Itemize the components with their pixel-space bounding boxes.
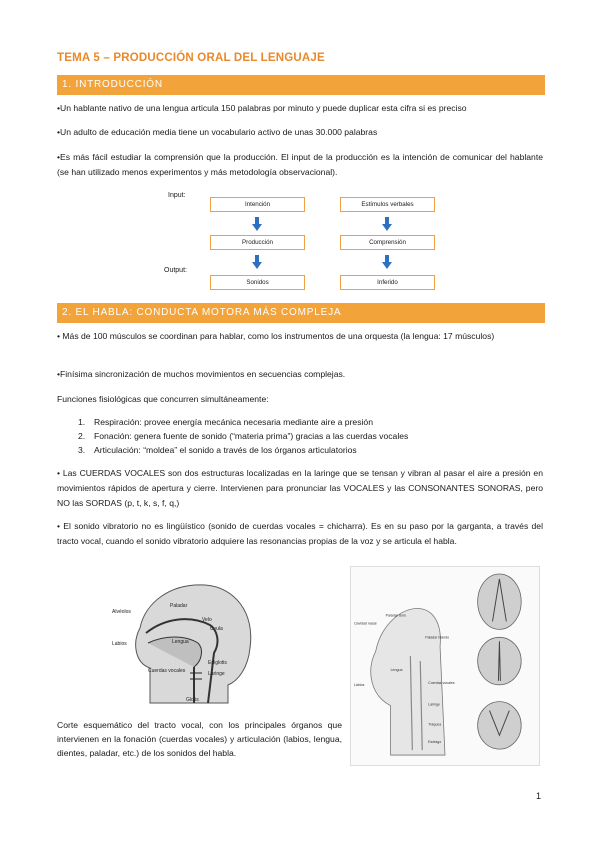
label-cuerdas-vocales: Cuerdas vocales — [148, 668, 186, 674]
list-number: 2. — [78, 431, 86, 441]
label-traquea: Tráquea — [428, 722, 442, 727]
section-heading-habla: 2. EL HABLA: CONDUCTA MOTORA MÁS COMPLEJA — [57, 303, 545, 323]
label-laringe: Laringe — [208, 671, 225, 677]
paragraph: • Las CUERDAS VOCALES son dos estructuras localizadas en la laringe que se tensan y vibran al pasar el aire a presión en movimientos rápidos de apertura y cierre. Intervienen para pronunciar las VOCALES y las CONSONANTES SONORAS, pero NO las SORDAS (p, t, k, s, f, q,) — [57, 468, 543, 508]
box-comprension: Comprensión — [340, 235, 435, 250]
label-cuerdas-vocales: Cuerdas vocales — [428, 680, 455, 685]
list-number: 1. — [78, 417, 86, 427]
label-paladar: Paladar — [170, 603, 188, 609]
list-text: Respiración: provee energía mecánica necesaria mediante aire a presión — [94, 417, 373, 427]
paragraph: •Es más fácil estudiar la comprensión que la producción. El input de la producción es la intención de comunicar del hablante (se han utilizado menos experimentos y más metodología observacional). — [57, 152, 543, 177]
label-paladar-duro: Paladar duro — [385, 613, 406, 618]
box-inferido: Inferido — [340, 275, 435, 290]
label-alveolos: Alvéolos — [112, 609, 131, 615]
list-text: Articulación: “moldea” el sonido a través de los órganos articulatorios — [94, 445, 357, 455]
page-number: 1 — [536, 791, 542, 801]
label-velo: Velo — [202, 617, 212, 623]
box-intencion: Intención — [210, 197, 305, 212]
production-comprehension-diagram — [160, 189, 440, 289]
paragraph: • Más de 100 músculos se coordinan para hablar, como los instrumentos de una orquesta (la lengua: 17 músculos) — [57, 331, 495, 341]
list-number: 3. — [78, 445, 86, 455]
box-sonidos: Sonidos — [210, 275, 305, 290]
vocal-cords-illustration — [350, 566, 540, 766]
down-arrow-icon — [252, 217, 262, 231]
list-item — [78, 430, 408, 443]
label-lengua: Lengua — [390, 667, 403, 672]
label-epiglotis: Epiglotis — [208, 660, 227, 666]
box-produccion: Producción — [210, 235, 305, 250]
down-arrow-icon — [252, 255, 262, 269]
paragraph: •Un hablante nativo de una lengua articula 150 palabras por minuto y puede duplicar esta cifra si es preciso — [57, 103, 467, 113]
paragraph: •Un adulto de educación media tiene un vocabulario activo de unas 30.000 palabras — [57, 127, 378, 137]
paragraph: • El sonido vibratorio no es lingüístico (sonido de cuerdas vocales = chicharra). Es en su paso por la garganta, a través del tracto vocal, cuando el sonido vibratorio adquiere las resonancias propias de la voz y se articula el habla. — [57, 521, 543, 546]
box-estimulos-verbales: Estímulos verbales — [340, 197, 435, 212]
output-label: Output: — [164, 267, 187, 274]
label-paladar-blando: Paladar blando — [425, 635, 450, 640]
figure-caption: Corte esquemático del tracto vocal, con los principales órganos que intervienen en la fonación (cuerdas vocales) y articulación (labios, lengua, dientes, paladar, etc.) de los sonidos del habla. — [57, 720, 342, 758]
list-item — [78, 444, 357, 457]
label-labios: Labios — [353, 682, 365, 687]
page-title: TEMA 5 – PRODUCCIÓN ORAL DEL LENGUAJE — [57, 52, 325, 64]
down-arrow-icon — [382, 217, 392, 231]
list-text: Fonación: genera fuente de sonido (“materia prima”) gracias a las cuerdas vocales — [94, 431, 409, 441]
paragraph: •Finísima sincronización de muchos movimientos en secuencias complejas. — [57, 369, 346, 379]
label-glotis: Glotis — [186, 697, 199, 703]
label-laringe: Laringe — [428, 702, 441, 707]
list-item — [78, 416, 373, 429]
section-heading-introduccion: 1. INTRODUCCIÓN — [57, 75, 545, 95]
paragraph: Funciones fisiológicas que concurren simultáneamente: — [57, 394, 269, 404]
label-esofago: Esófago — [428, 740, 442, 745]
down-arrow-icon — [382, 255, 392, 269]
vocal-tract-diagram — [110, 573, 260, 708]
label-cavidad-nasal: Cavidad nasal — [353, 621, 377, 626]
label-uvula: Úvula — [210, 626, 223, 632]
label-lengua: Lengua — [172, 639, 189, 645]
label-labios: Labios — [112, 641, 127, 647]
input-label: Input: — [168, 192, 186, 199]
